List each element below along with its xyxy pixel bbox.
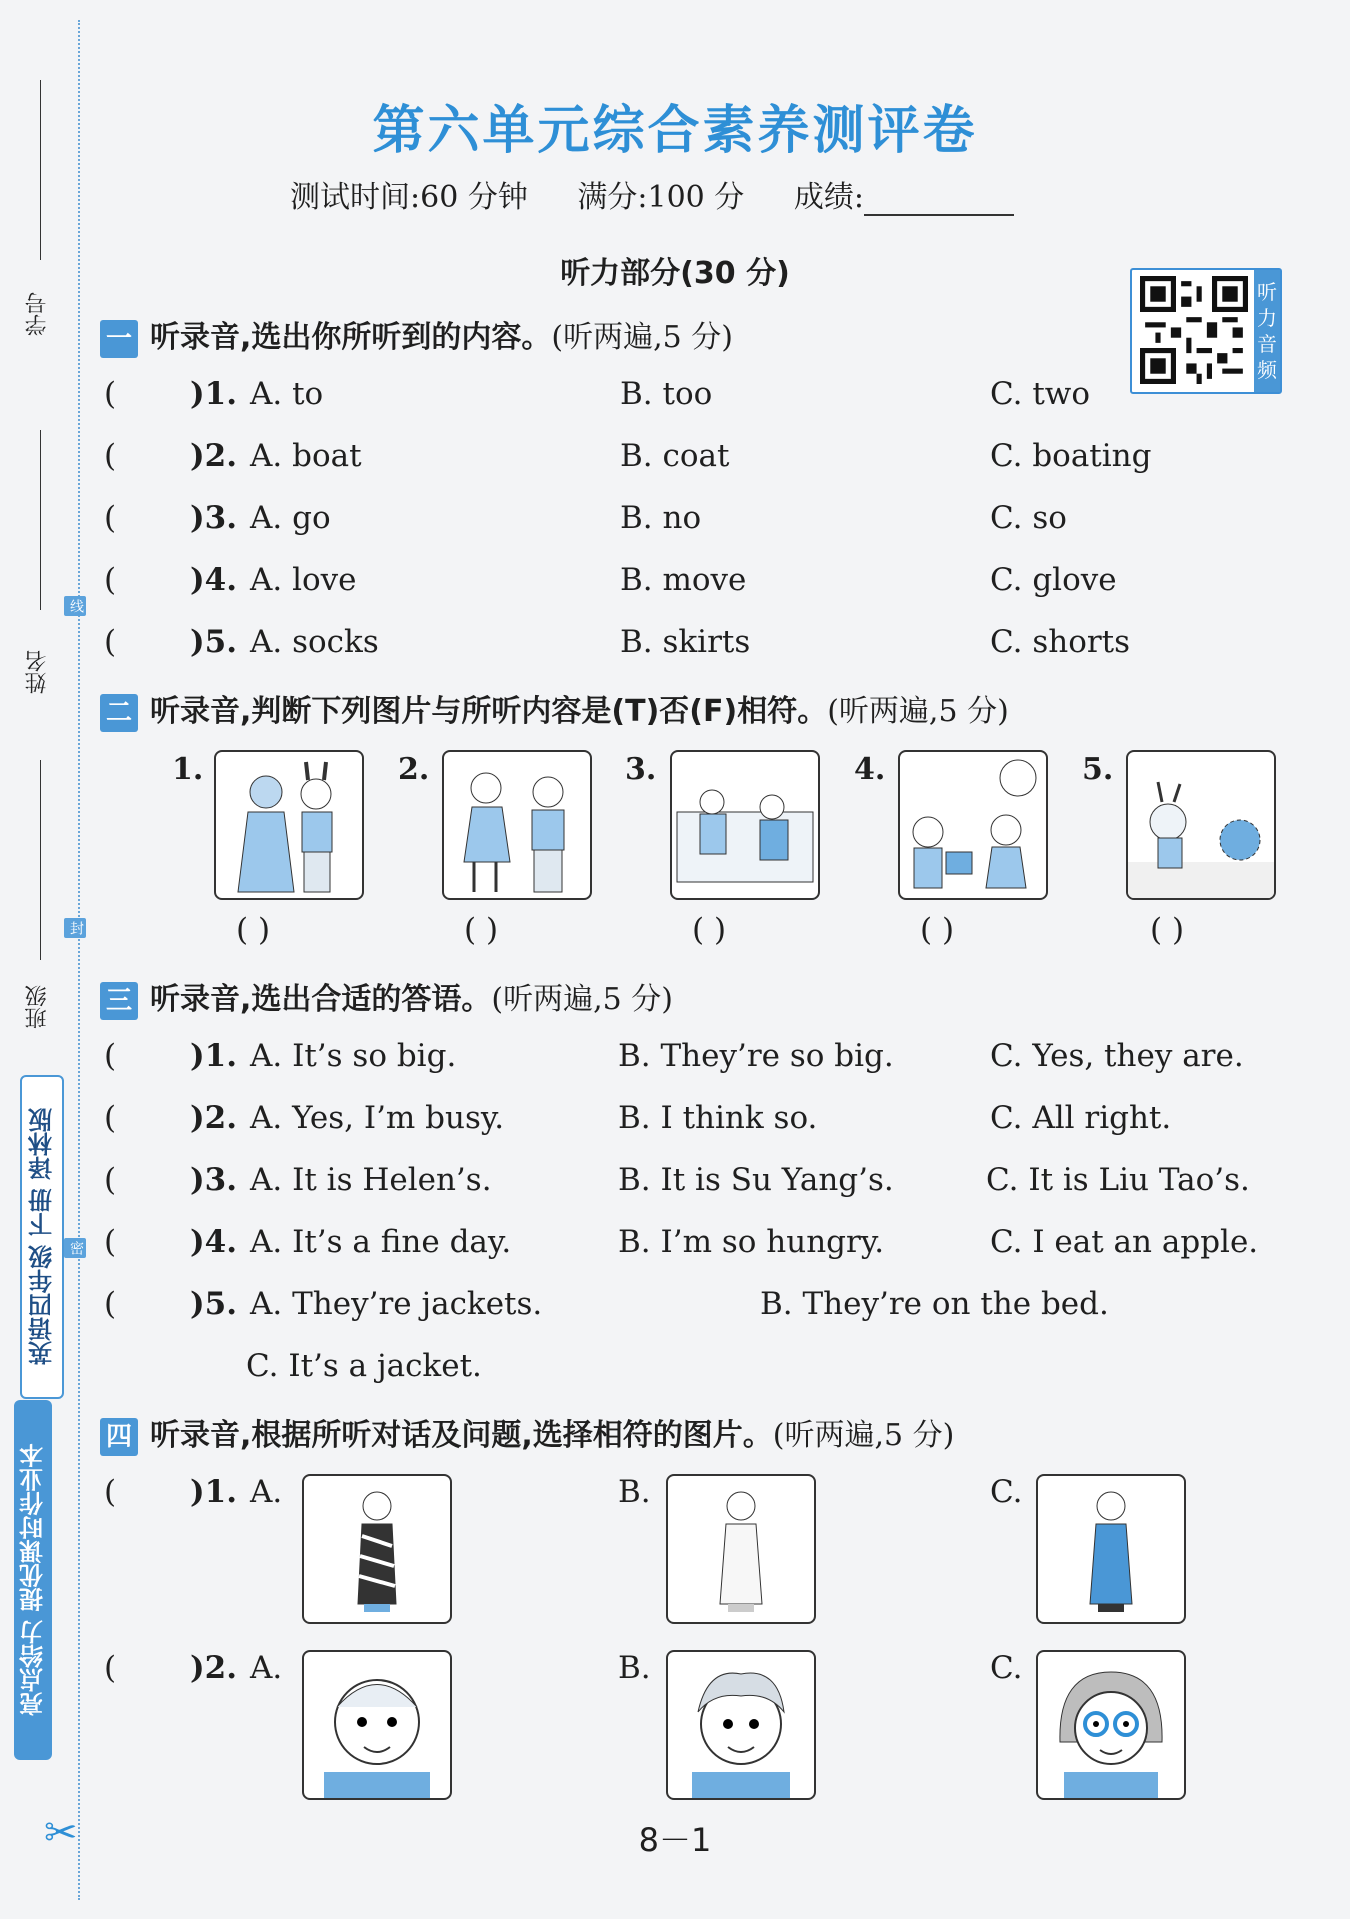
series-brand-label: 亮点给力 提优课时作业本: [14, 1400, 52, 1760]
option-picture-1c[interactable]: [1036, 1474, 1186, 1624]
option-picture-2a[interactable]: [302, 1650, 452, 1800]
picture-number: 4.: [854, 752, 886, 787]
section-number-badge: 二: [100, 694, 138, 732]
answer-blank[interactable]: ( ): [236, 912, 271, 948]
section-2-heading: 二 听录音,判断下列图片与所听内容是(T)否(F)相符。(听两遍,5 分): [100, 686, 1009, 732]
answer-blank[interactable]: ( ): [464, 912, 499, 948]
section-number-badge: 一: [100, 320, 138, 358]
answer-blank[interactable]: ( ): [920, 912, 955, 948]
name-label: 姓名: [25, 650, 50, 694]
list-item-continued: C. It’s a jacket.: [246, 1348, 482, 1384]
list-item: ( )1. A. to B. too C. two: [104, 376, 1090, 412]
picture-1: [214, 750, 364, 900]
section-1-heading: 一 听录音,选出你所听到的内容。(听两遍,5 分): [100, 312, 733, 358]
binding-line: [78, 20, 80, 1900]
picture-number: 1.: [172, 752, 204, 787]
page-title: 第六单元综合素养测评卷: [372, 101, 978, 161]
option-picture-2b[interactable]: [666, 1650, 816, 1800]
listening-part-heading: 听力部分(30 分): [560, 256, 790, 291]
picture-2: [442, 750, 592, 900]
list-item: ( )5. A. socks B. skirts C. shorts: [104, 624, 1131, 660]
list-item: ( )3. A. It is Helen’s. B. It is Su Yang’s. C. It is Liu Tao’s.: [104, 1162, 1250, 1198]
picture-4: [898, 750, 1048, 900]
cut-mark-line: 线: [64, 596, 86, 616]
full-score: 满分:100 分: [577, 180, 745, 215]
qr-code-icon: [1140, 276, 1248, 384]
answer-blank[interactable]: ( ): [1150, 912, 1185, 948]
page-number: 8－1: [638, 1821, 712, 1859]
list-item: ( )2. A. Yes, I’m busy. B. I think so. C. All right.: [104, 1100, 1172, 1136]
cut-mark-secret: 密: [64, 1238, 86, 1258]
list-item: ( )2. A. boat B. coat C. boating: [104, 438, 1152, 474]
picture-number: 2.: [398, 752, 430, 787]
score-blank[interactable]: [864, 186, 1014, 216]
qr-audio-label: 听 力 音 频: [1254, 270, 1280, 392]
picture-5: [1126, 750, 1276, 900]
series-book-label: 英语四年级 下册 译林版: [20, 1075, 64, 1399]
scissors-icon: ✂: [44, 1810, 78, 1856]
list-item: ( )1. A. It’s so big. B. They’re so big. C. Yes, they are.: [104, 1038, 1244, 1074]
picture-number: 5.: [1082, 752, 1114, 787]
section-number-badge: 四: [100, 1418, 138, 1456]
cut-mark-seal: 封: [64, 918, 86, 938]
list-item: ( )1. A. B. C.: [104, 1474, 1023, 1510]
list-item: ( )2. A. B. C.: [104, 1650, 1023, 1686]
section-3-heading: 三 听录音,选出合适的答语。(听两遍,5 分): [100, 974, 673, 1020]
time-limit: 测试时间:60 分钟: [290, 180, 528, 215]
section-number-badge: 三: [100, 982, 138, 1020]
student-id-label: 学号: [25, 292, 50, 336]
list-item: ( )4. A. love B. move C. glove: [104, 562, 1117, 598]
option-picture-1a[interactable]: [302, 1474, 452, 1624]
picture-number: 3.: [625, 752, 657, 787]
exam-meta: [290, 172, 1054, 216]
section-4-heading: 四 听录音,根据所听对话及问题,选择相符的图片。(听两遍,5 分): [100, 1410, 954, 1456]
score-label: 成绩:: [793, 180, 864, 215]
picture-3: [670, 750, 820, 900]
class-rule: [40, 760, 41, 960]
option-picture-1b[interactable]: [666, 1474, 816, 1624]
list-item: ( )3. A. go B. no C. so: [104, 500, 1067, 536]
class-label: 班级: [25, 985, 50, 1029]
list-item: ( )5. A. They’re jackets. B. They’re on the bed.: [104, 1286, 1109, 1322]
answer-blank[interactable]: ( ): [692, 912, 727, 948]
list-item: ( )4. A. It’s a fine day. B. I’m so hungry. C. I eat an apple.: [104, 1224, 1259, 1260]
option-picture-2c[interactable]: [1036, 1650, 1186, 1800]
